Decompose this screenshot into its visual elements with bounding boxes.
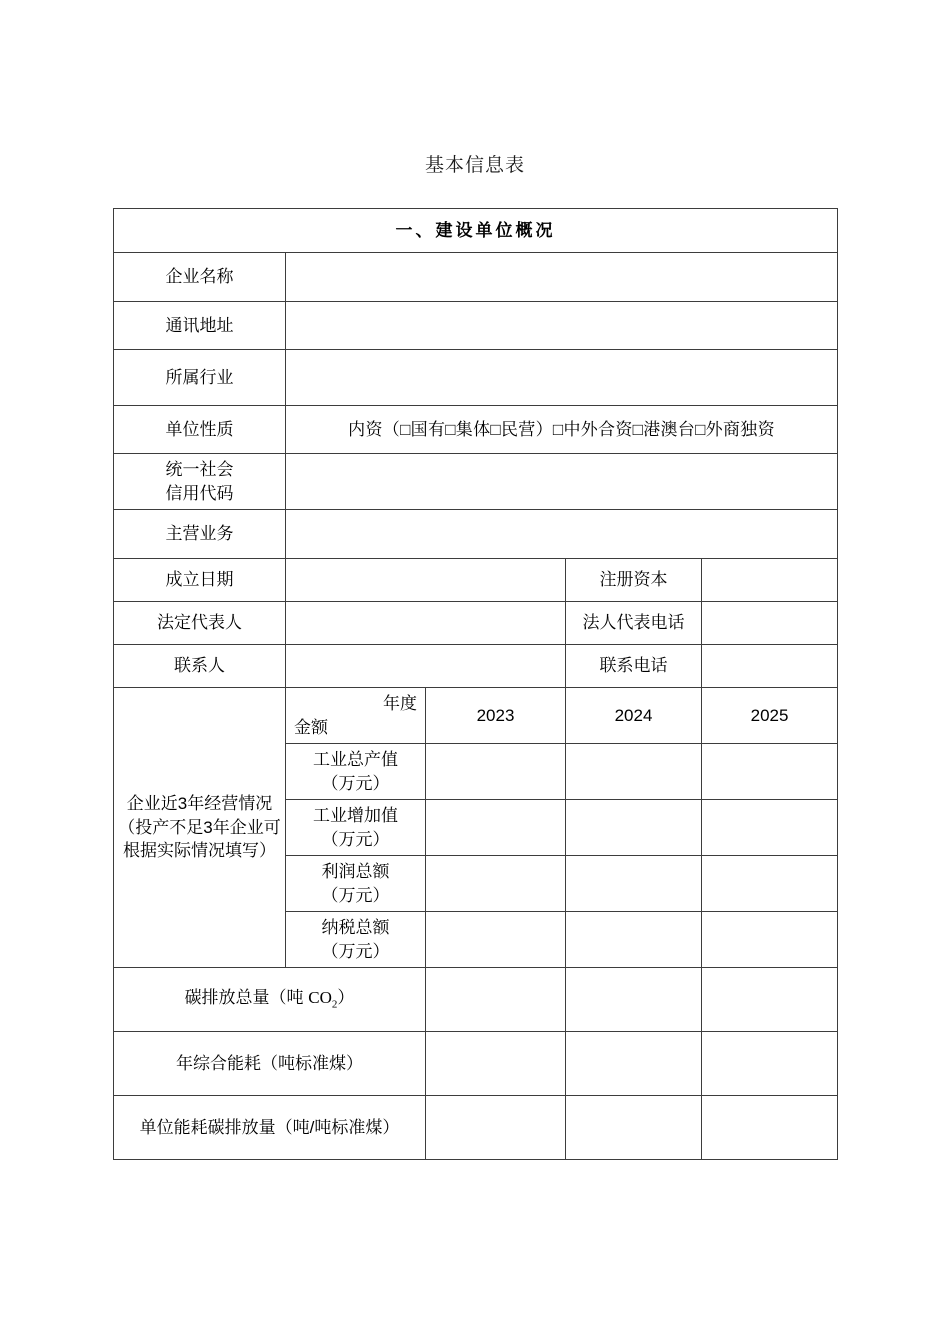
- co2-subscript: 2: [331, 998, 338, 1011]
- table-row: [114, 454, 838, 510]
- label-industrial-added-value: [286, 800, 426, 856]
- input-credit-code[interactable]: [286, 454, 838, 510]
- label-credit-code: [114, 454, 286, 510]
- input-total-carbon-emission-2024[interactable]: [566, 968, 702, 1032]
- label-total-carbon-emission: [114, 968, 426, 1032]
- input-gross-industrial-output-2025[interactable]: [702, 744, 838, 800]
- year-amount-corner-header: [286, 688, 426, 744]
- label-gross-industrial-output: [286, 744, 426, 800]
- label-total-carbon-emission-suffix: ）: [337, 988, 355, 1008]
- label-total-profit-unit: （万元）: [321, 885, 390, 905]
- label-gross-industrial-output-unit: （万元）: [321, 773, 390, 793]
- label-industrial-added-value-line1: 工业增加值: [313, 806, 398, 826]
- co2-formula: [308, 988, 338, 1011]
- input-total-carbon-emission-2023[interactable]: [426, 968, 566, 1032]
- table-row: [114, 510, 838, 559]
- basic-information-table: [113, 208, 838, 1160]
- input-total-tax-2023[interactable]: [426, 912, 566, 968]
- page-title: 基本信息表: [424, 155, 525, 176]
- table-row: [114, 1096, 838, 1160]
- input-total-tax-2024[interactable]: [566, 912, 702, 968]
- label-credit-code-line1: 统一社会: [165, 460, 234, 480]
- label-credit-code-line2: 信用代码: [165, 483, 234, 503]
- table-row: [114, 1032, 838, 1096]
- input-company-name[interactable]: [286, 253, 838, 302]
- input-total-tax-2025[interactable]: [702, 912, 838, 968]
- input-industrial-added-value-2025[interactable]: [702, 800, 838, 856]
- input-carbon-per-unit-energy-2024[interactable]: [566, 1096, 702, 1160]
- table-row: [114, 253, 838, 302]
- input-address[interactable]: [286, 302, 838, 350]
- label-total-carbon-emission-text: 碳排放总量（吨: [184, 988, 309, 1008]
- input-gross-industrial-output-2023[interactable]: [426, 744, 566, 800]
- column-header-year-2023: 2023: [426, 688, 566, 744]
- input-total-carbon-emission-2025[interactable]: [702, 968, 838, 1032]
- input-carbon-per-unit-energy-2023[interactable]: [426, 1096, 566, 1160]
- input-annual-energy-consumption-2024[interactable]: [566, 1032, 702, 1096]
- column-header-year-2024: 2024: [566, 688, 702, 744]
- unit-nature-options[interactable]: 内资（□国有□集体□民营）□中外合资□港澳台□外商独资: [286, 406, 838, 454]
- table-row: [114, 350, 838, 406]
- section-heading: 一、建设单位概况: [114, 209, 838, 253]
- label-unit-nature: 单位性质: [114, 406, 286, 454]
- input-industrial-added-value-2023[interactable]: [426, 800, 566, 856]
- input-contact-phone[interactable]: [702, 645, 838, 688]
- input-registered-capital[interactable]: [702, 559, 838, 602]
- co2-element: CO: [308, 988, 332, 1008]
- label-carbon-per-unit-energy: 单位能耗碳排放量（吨/吨标准煤）: [114, 1096, 426, 1160]
- table-row: [114, 302, 838, 350]
- label-address: 通讯地址: [114, 302, 286, 350]
- label-registered-capital: 注册资本: [566, 559, 702, 602]
- corner-label-amount: 金额: [294, 717, 328, 737]
- label-legal-rep-phone: 法人代表电话: [566, 602, 702, 645]
- label-gross-industrial-output-line1: 工业总产值: [313, 750, 398, 770]
- label-contact-person: 联系人: [114, 645, 286, 688]
- label-main-business: 主营业务: [114, 510, 286, 559]
- label-contact-phone: 联系电话: [566, 645, 702, 688]
- input-total-profit-2023[interactable]: [426, 856, 566, 912]
- input-contact-person[interactable]: [286, 645, 566, 688]
- input-annual-energy-consumption-2023[interactable]: [426, 1032, 566, 1096]
- table-row: [114, 559, 838, 602]
- label-company-name: 企业名称: [114, 253, 286, 302]
- input-gross-industrial-output-2024[interactable]: [566, 744, 702, 800]
- input-industry[interactable]: [286, 350, 838, 406]
- input-carbon-per-unit-energy-2025[interactable]: [702, 1096, 838, 1160]
- corner-label-year: 年度: [383, 694, 417, 713]
- table-row: [114, 968, 838, 1032]
- input-main-business[interactable]: [286, 510, 838, 559]
- input-establish-date[interactable]: [286, 559, 566, 602]
- label-total-tax-unit: （万元）: [321, 941, 390, 961]
- label-total-profit-line1: 利润总额: [321, 862, 390, 882]
- label-legal-representative: 法定代表人: [114, 602, 286, 645]
- table-row: [114, 602, 838, 645]
- input-legal-rep-phone[interactable]: [702, 602, 838, 645]
- input-total-profit-2024[interactable]: [566, 856, 702, 912]
- label-total-profit: [286, 856, 426, 912]
- label-establish-date: 成立日期: [114, 559, 286, 602]
- label-industrial-added-value-unit: （万元）: [321, 829, 390, 849]
- table-row: [114, 406, 838, 454]
- table-row: [114, 209, 838, 253]
- table-row: [114, 645, 838, 688]
- input-annual-energy-consumption-2025[interactable]: [702, 1032, 838, 1096]
- label-total-tax: [286, 912, 426, 968]
- table-row: [114, 688, 838, 744]
- column-header-year-2025: 2025: [702, 688, 838, 744]
- label-industry: 所属行业: [114, 350, 286, 406]
- label-annual-energy-consumption: 年综合能耗（吨标准煤）: [114, 1032, 426, 1096]
- input-total-profit-2025[interactable]: [702, 856, 838, 912]
- input-industrial-added-value-2024[interactable]: [566, 800, 702, 856]
- label-recent-three-year-operations: 企业近3年经营情况（投产不足3年企业可根据实际情况填写）: [114, 688, 286, 968]
- input-legal-representative[interactable]: [286, 602, 566, 645]
- label-total-tax-line1: 纳税总额: [321, 918, 390, 938]
